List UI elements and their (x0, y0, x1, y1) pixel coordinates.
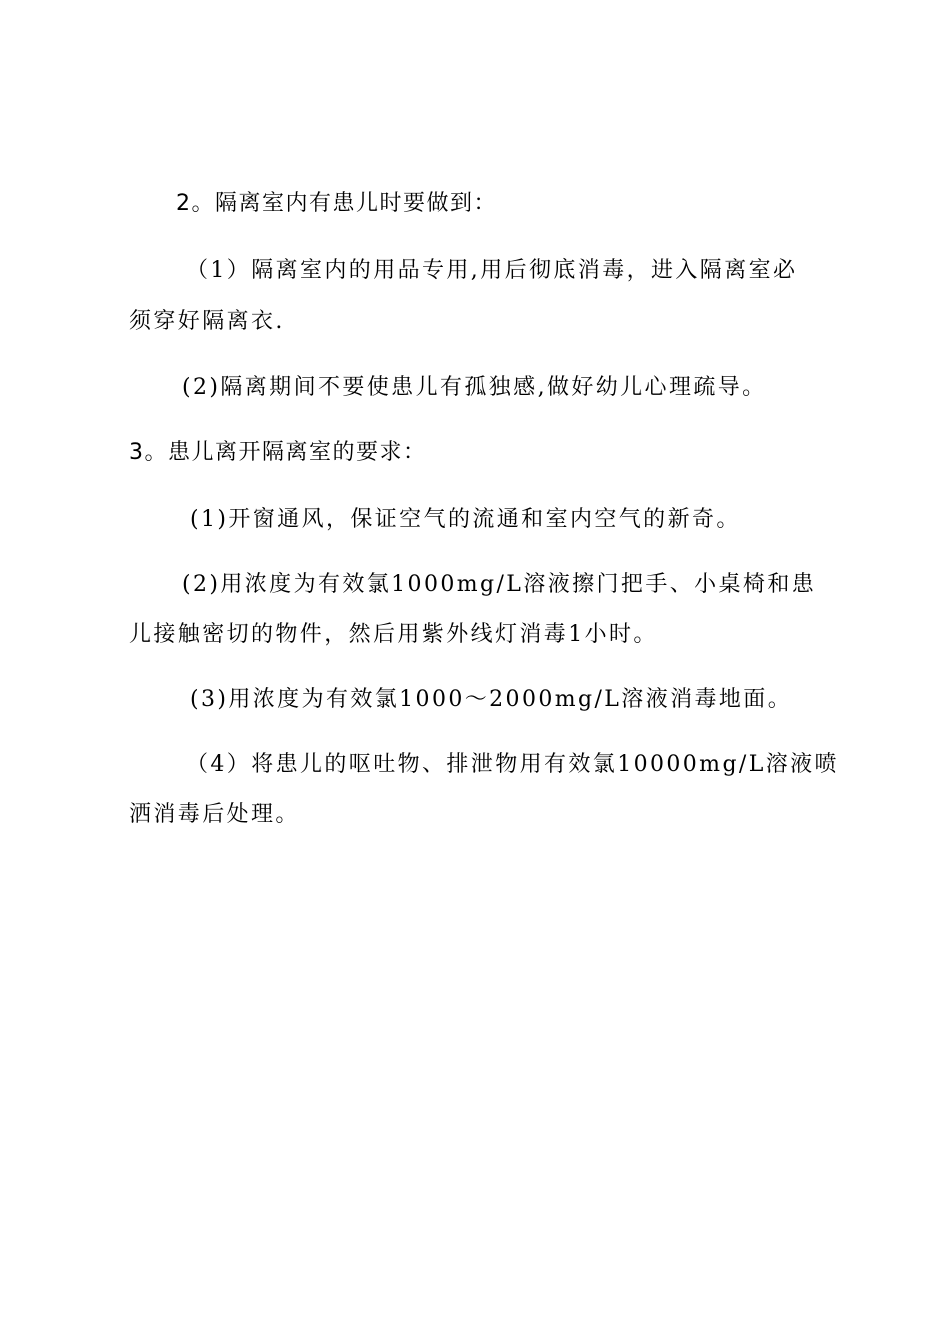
section-2-item-2: (2)隔离期间不要使患儿有孤独感,做好幼儿心理疏导。 (182, 375, 767, 400)
section-3-item-2-line-1: (2)用浓度为有效氯1000mg/L溶液擦门把手、小桌椅和患 (182, 572, 817, 597)
section-3-item-1: (1)开窗通风，保证空气的流通和室内空气的新奇。 (190, 507, 741, 532)
section-3-heading: 3。患儿离开隔离室的要求： (129, 440, 427, 465)
section-3-item-4-line-1: （4）将患儿的呕吐物、排泄物用有效氯10000mg/L溶液喷 (186, 752, 839, 777)
section-2-heading: 2。隔离室内有患儿时要做到： (176, 191, 497, 216)
section-3-item-4-line-2: 洒消毒后处理。 (129, 802, 300, 827)
section-3-item-3: (3)用浓度为有效氯1000～2000mg/L溶液消毒地面。 (190, 687, 793, 712)
section-2-item-1-line-1: （1）隔离室内的用品专用,用后彻底消毒，进入隔离室必 (186, 258, 798, 283)
section-3-item-2-line-2: 儿接触密切的物件，然后用紫外线灯消毒1小时。 (129, 622, 658, 647)
section-2-item-1-line-2: 须穿好隔离衣. (129, 309, 285, 334)
